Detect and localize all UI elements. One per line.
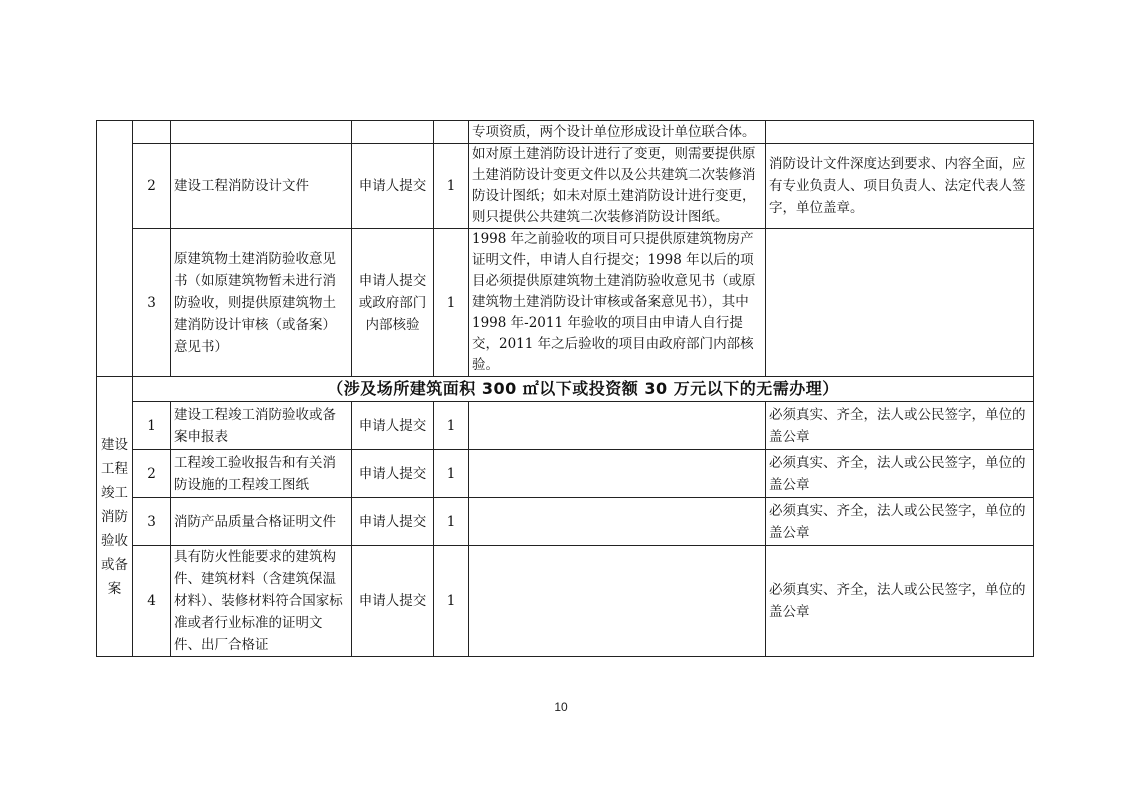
- material-count: 1: [434, 144, 469, 229]
- material-requirement: [766, 229, 1034, 377]
- material-explanation: 1998 年之前验收的项目可只提供原建筑物房产证明文件，申请人自行提交；1998 年以后的项目必须提供原建筑物土建消防验收意见书（或原建筑物土建消防设计审核或备案意见书），其中 1998 年-2011 年验收的项目由申请人自行提交，2011 年之后验收的项目由政府部门内部核验。: [469, 229, 766, 377]
- section-label: 建设工程竣工消防验收或备案: [97, 377, 133, 657]
- material-name: 原建筑物土建消防验收意见书（如原建筑物暂未进行消防验收，则提供原建筑物土建消防设计审核（或备案）意见书）: [171, 229, 352, 377]
- table-row: [97, 546, 1034, 657]
- material-source: 申请人提交或政府部门内部核验: [352, 229, 434, 377]
- row-number: 1: [133, 402, 171, 450]
- material-explanation: [469, 546, 766, 657]
- material-source: 申请人提交: [352, 546, 434, 657]
- material-count: 1: [434, 229, 469, 377]
- material-name: 建设工程竣工消防验收或备案申报表: [171, 402, 352, 450]
- section-cell-prev: [97, 121, 133, 377]
- material-explanation: [469, 402, 766, 450]
- material-name: 消防产品质量合格证明文件: [171, 498, 352, 546]
- row-number: [133, 121, 171, 144]
- table-row: [97, 377, 1034, 402]
- material-explanation: [469, 498, 766, 546]
- material-requirement: 必须真实、齐全，法人或公民签字，单位的盖公章: [766, 546, 1034, 657]
- material-explanation: 专项资质，两个设计单位形成设计单位联合体。: [469, 121, 766, 144]
- material-count: 1: [434, 450, 469, 498]
- material-source: 申请人提交: [352, 402, 434, 450]
- material-explanation: [469, 450, 766, 498]
- material-name: [171, 121, 352, 144]
- material-source: 申请人提交: [352, 498, 434, 546]
- table-row: [97, 121, 1034, 144]
- material-requirement: 必须真实、齐全，法人或公民签字，单位的盖公章: [766, 402, 1034, 450]
- row-number: 3: [133, 229, 171, 377]
- material-explanation: 如对原土建消防设计进行了变更，则需要提供原土建消防设计变更文件以及公共建筑二次装修消防设计图纸；如未对原土建消防设计进行变更，则只提供公共建筑二次装修消防设计图纸。: [469, 144, 766, 229]
- material-count: 1: [434, 498, 469, 546]
- exemption-note: （涉及场所建筑面积 300 ㎡以下或投资额 30 万元以下的无需办理）: [133, 377, 1034, 402]
- material-count: [434, 121, 469, 144]
- table-row: [97, 450, 1034, 498]
- material-source: 申请人提交: [352, 144, 434, 229]
- table-row: [97, 498, 1034, 546]
- row-number: 3: [133, 498, 171, 546]
- material-name: 具有防火性能要求的建筑构件、建筑材料（含建筑保温材料）、装修材料符合国家标准或者行业标准的证明文件、出厂合格证: [171, 546, 352, 657]
- material-requirement: 必须真实、齐全，法人或公民签字，单位的盖公章: [766, 498, 1034, 546]
- material-source: 申请人提交: [352, 450, 434, 498]
- row-number: 4: [133, 546, 171, 657]
- materials-table: [96, 120, 1034, 657]
- material-count: 1: [434, 546, 469, 657]
- material-name: 建设工程消防设计文件: [171, 144, 352, 229]
- row-number: 2: [133, 144, 171, 229]
- table-row: [97, 229, 1034, 377]
- material-requirement: [766, 121, 1034, 144]
- material-source: [352, 121, 434, 144]
- page-number: 10: [554, 700, 568, 714]
- material-count: 1: [434, 402, 469, 450]
- table-row: [97, 144, 1034, 229]
- table-row: [97, 402, 1034, 450]
- material-requirement: 必须真实、齐全，法人或公民签字，单位的盖公章: [766, 450, 1034, 498]
- row-number: 2: [133, 450, 171, 498]
- material-requirement: 消防设计文件深度达到要求、内容全面，应有专业负责人、项目负责人、法定代表人签字，单位盖章。: [766, 144, 1034, 229]
- material-name: 工程竣工验收报告和有关消防设施的工程竣工图纸: [171, 450, 352, 498]
